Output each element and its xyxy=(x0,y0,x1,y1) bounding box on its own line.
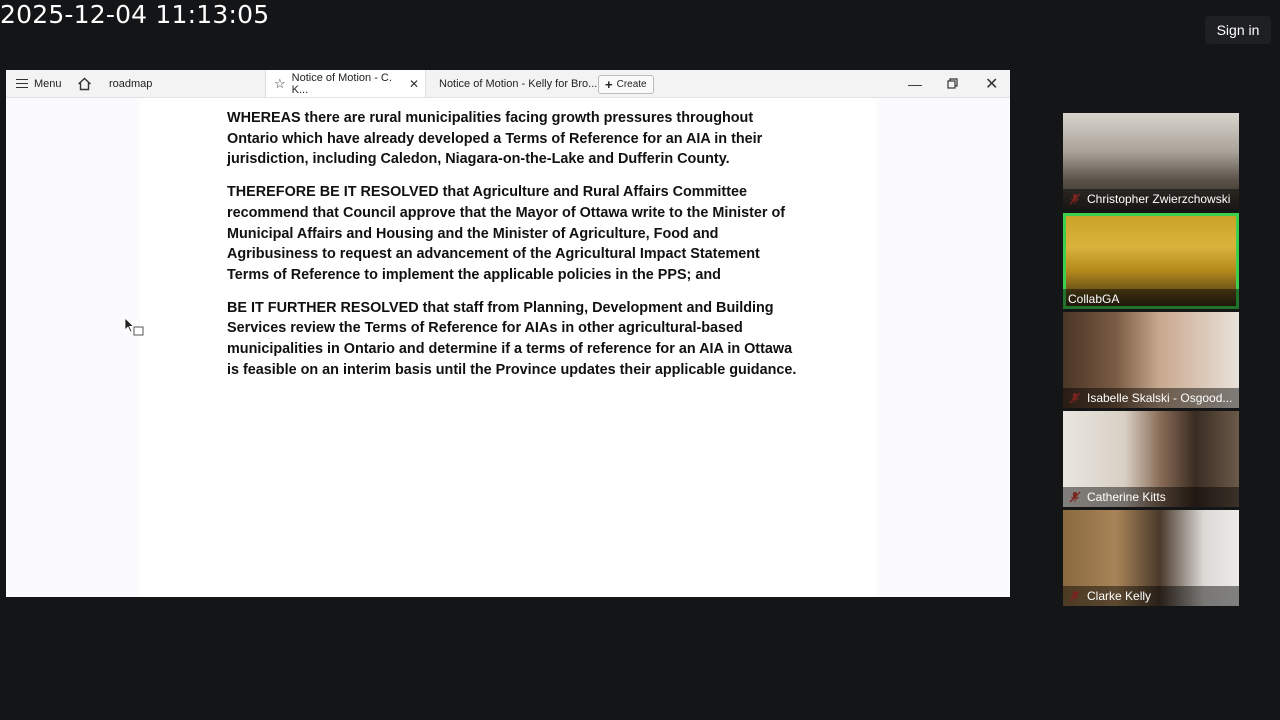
whereas-paragraph: WHEREAS there are rural municipalities facing growth pressures throughout Ontario which have already developed a Terms of Reference for an AIA in their jurisdiction, including Caledon, Niagara-on-the-Lake and Dufferin County. xyxy=(227,110,763,168)
participant-name: Catherine Kitts xyxy=(1063,487,1239,507)
tab-bar xyxy=(6,70,1010,98)
participant-tile[interactable] xyxy=(1063,113,1239,209)
menu-button[interactable] xyxy=(16,70,62,97)
create-label: Create xyxy=(616,79,647,90)
sign-in-button[interactable]: Sign in xyxy=(1205,16,1271,44)
participant-name: Clarke Kelly xyxy=(1063,586,1239,606)
participant-name: CollabGA xyxy=(1063,289,1239,309)
document-margin-right xyxy=(876,98,1010,597)
hamburger-menu-icon xyxy=(16,79,28,88)
further-resolved-paragraph: BE IT FURTHER RESOLVED that staff from Planning, Development and Building Services review the Terms of Reference for AIAs in other agricultural-based municipalities in Ontario and determine if a terms of reference for an AIA in Ottawa is feasible on an interim basis until the Province updates their applicable guidance. xyxy=(227,299,797,378)
participant-name: Christopher Zwierzchowski xyxy=(1063,189,1239,209)
shared-screen-window xyxy=(6,70,1010,597)
star-icon[interactable]: ☆ xyxy=(274,75,286,91)
tab-label: Notice of Motion - C. K... xyxy=(291,71,392,96)
participant-tile[interactable] xyxy=(1063,213,1239,309)
home-button[interactable] xyxy=(77,70,92,97)
menu-label: Menu xyxy=(34,77,62,90)
minimize-icon[interactable]: — xyxy=(908,75,922,92)
therefore-paragraph: THEREFORE BE IT RESOLVED that Agriculture and Rural Affairs Committee recommend that Council approve that the Mayor of Ottawa write to the Minister of Municipal Affairs and Housing and the Minister of Agriculture, Food and Agribusiness to request an advancement of the Agricultural Impact Statement Terms of Reference to implement the applicable policies in the PPS; and xyxy=(227,184,786,283)
document-body xyxy=(227,108,802,392)
restore-icon[interactable] xyxy=(947,70,958,97)
participant-tile[interactable] xyxy=(1063,312,1239,408)
participant-name: Isabelle Skalski - Osgood... xyxy=(1063,388,1239,408)
document-margin-left xyxy=(6,98,140,597)
cursor-icon xyxy=(124,317,146,339)
participant-tile[interactable] xyxy=(1063,510,1239,606)
close-icon[interactable]: ✕ xyxy=(408,76,419,91)
timestamp: 2025-12-04 11:13:05 xyxy=(0,0,270,29)
tab-notice-of-motion-ck[interactable] xyxy=(265,70,426,97)
plus-icon: + xyxy=(605,77,613,92)
window-close-icon[interactable]: ✕ xyxy=(985,75,999,93)
create-button[interactable] xyxy=(598,75,654,94)
home-icon xyxy=(77,77,92,91)
tab-notice-of-motion-kelly[interactable]: Notice of Motion - Kelly for Bro... xyxy=(439,77,598,90)
roadmap-link[interactable]: roadmap xyxy=(109,77,153,90)
participant-tile[interactable] xyxy=(1063,411,1239,507)
